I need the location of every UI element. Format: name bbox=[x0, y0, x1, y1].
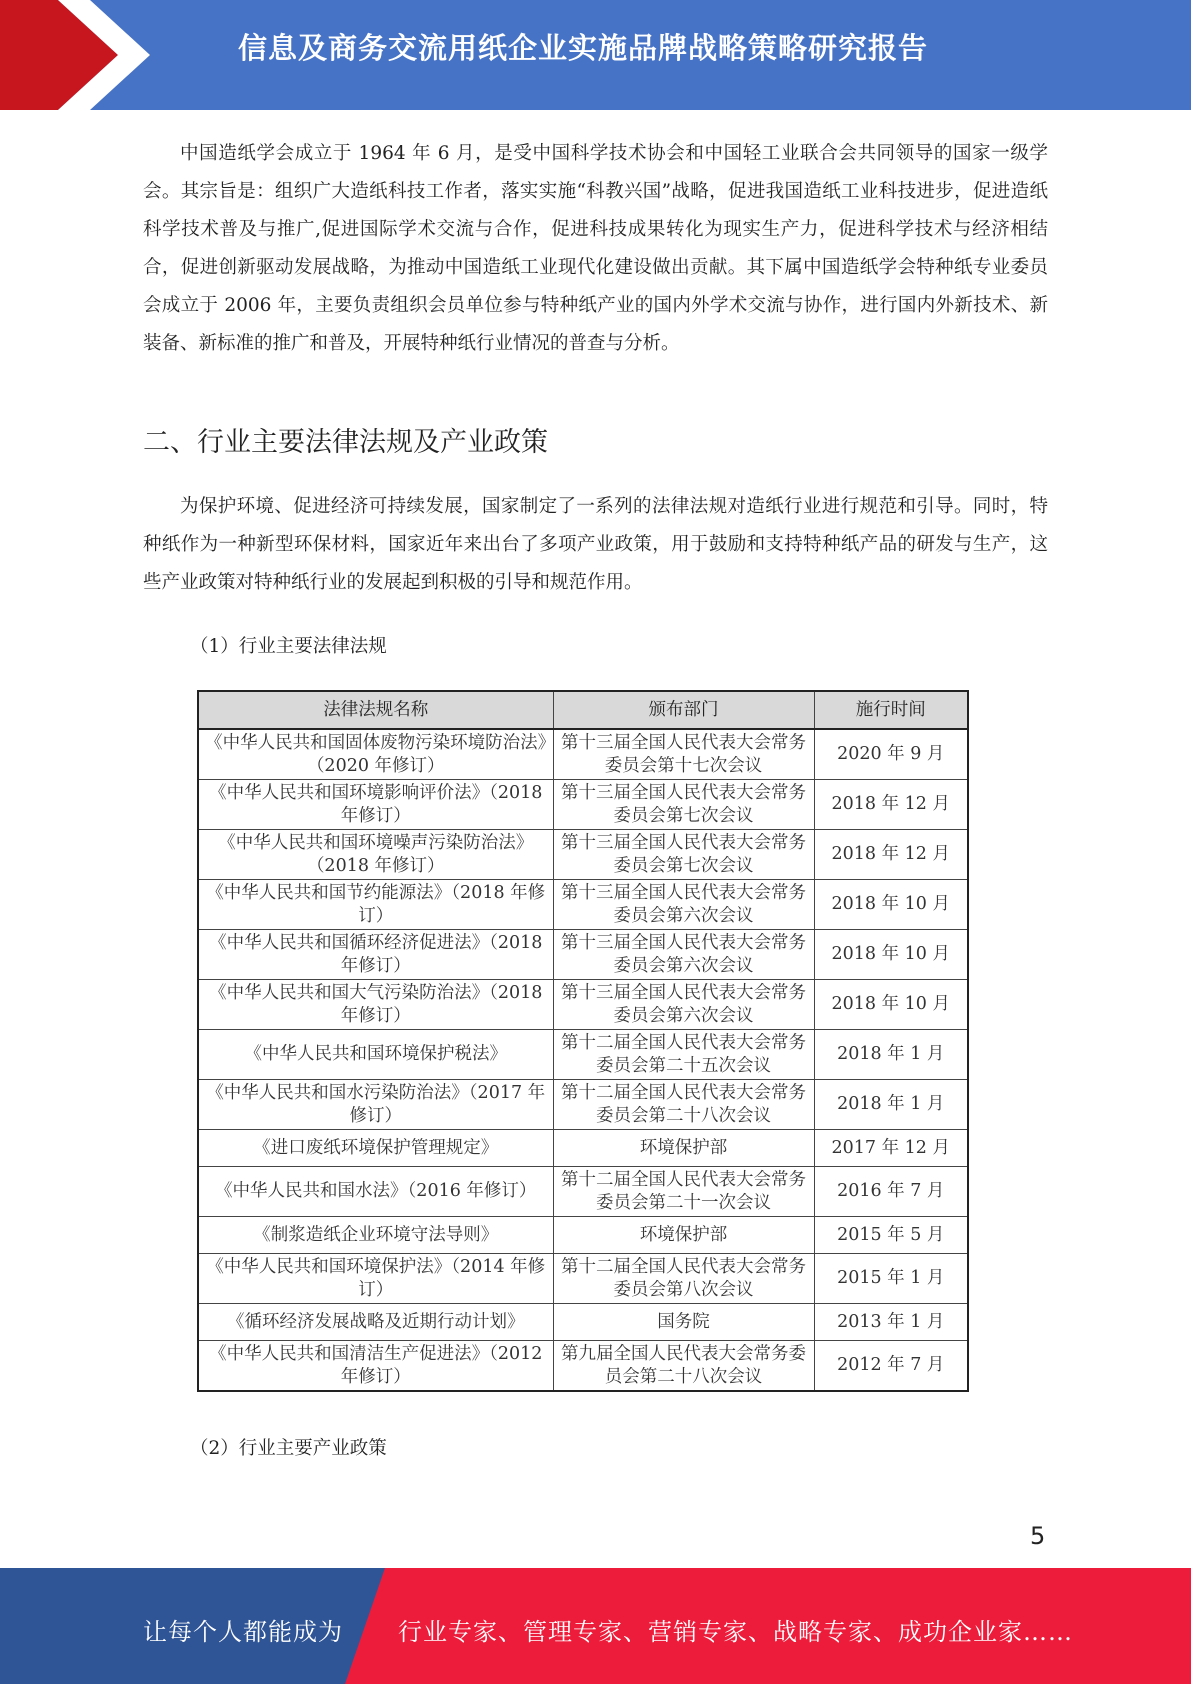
table-row bbox=[198, 1217, 968, 1254]
law-name: 《中华人民共和国环境影响评价法》（2018 年修订） bbox=[198, 780, 553, 830]
header-date: 施行时间 bbox=[814, 691, 968, 729]
intro-paragraph: 中国造纸学会成立于 1964 年 6 月，是受中国科学技术协会和中国轻工业联合会共同领导的国家一级学会。其宗旨是：组织广大造纸科技工作者，落实实施“科教兴国”战略，促进我国造纸工业科技进步，促进造纸科学技术普及与推广,促进国际学术交流与合作，促进科技成果转化为现实生产力，促进科学技术与经济相结合，促进创新驱动发展战略，为推动中国造纸工业现代化建设做出贡献。其下属中国造纸学会特种纸专业委员会成立于 2006 年，主要负责组织会员单位参与特种纸产业的国内外学术交流与协作，进行国内外新技术、新装备、新标准的推广和普及，开展特种纸行业情况的普查与分析。 bbox=[143, 143, 1048, 354]
header-name: 法律法规名称 bbox=[198, 691, 553, 729]
table-row bbox=[198, 1304, 968, 1341]
law-date: 2012 年 7 月 bbox=[814, 1341, 968, 1392]
table-row bbox=[198, 1130, 968, 1167]
table-row bbox=[198, 930, 968, 980]
law-dept: 环境保护部 bbox=[553, 1130, 814, 1167]
law-name: 《中华人民共和国节约能源法》（2018 年修订） bbox=[198, 880, 553, 930]
table-row bbox=[198, 880, 968, 930]
table-row bbox=[198, 1080, 968, 1130]
law-dept: 第十二届全国人民代表大会常务委员会第二十一次会议 bbox=[553, 1167, 814, 1217]
law-date: 2020 年 9 月 bbox=[814, 729, 968, 780]
law-date: 2018 年 12 月 bbox=[814, 830, 968, 880]
law-name: 《中华人民共和国固体废物污染环境防治法》（2020 年修订） bbox=[198, 729, 553, 780]
page-footer bbox=[0, 1568, 1191, 1684]
law-name: 《中华人民共和国环境保护法》（2014 年修订） bbox=[198, 1254, 553, 1304]
subhead-policies: （2）行业主要产业政策 bbox=[190, 1438, 387, 1459]
table-row bbox=[198, 830, 968, 880]
page-number: 5 bbox=[1030, 1522, 1046, 1550]
law-date: 2015 年 1 月 bbox=[814, 1254, 968, 1304]
law-name: 《进口废纸环境保护管理规定》 bbox=[198, 1130, 553, 1167]
footer-slogan-right: 行业专家、管理专家、营销专家、战略专家、成功企业家…… bbox=[398, 1618, 1073, 1646]
law-dept: 第十三届全国人民代表大会常务委员会第十七次会议 bbox=[553, 729, 814, 780]
law-name: 《中华人民共和国水污染防治法》（2017 年修订） bbox=[198, 1080, 553, 1130]
page-header bbox=[0, 0, 1191, 110]
law-dept: 第十三届全国人民代表大会常务委员会第七次会议 bbox=[553, 780, 814, 830]
law-name: 《制浆造纸企业环境守法导则》 bbox=[198, 1217, 553, 1254]
section-heading: 二、行业主要法律法规及产业政策 bbox=[143, 427, 548, 458]
law-dept: 国务院 bbox=[553, 1304, 814, 1341]
law-name: 《中华人民共和国水法》（2016 年修订） bbox=[198, 1167, 553, 1217]
law-name: 《中华人民共和国环境噪声污染防治法》（2018 年修订） bbox=[198, 830, 553, 880]
policy-paragraph: 为保护环境、促进经济可持续发展，国家制定了一系列的法律法规对造纸行业进行规范和引导。同时，特种纸作为一种新型环保材料，国家近年来出台了多项产业政策，用于鼓励和支持特种纸产品的研发与生产，这些产业政策对特种纸行业的发展起到积极的引导和规范作用。 bbox=[143, 496, 1048, 593]
table-row bbox=[198, 980, 968, 1030]
law-dept: 第十三届全国人民代表大会常务委员会第六次会议 bbox=[553, 880, 814, 930]
table-row bbox=[198, 729, 968, 780]
law-name: 《中华人民共和国大气污染防治法》（2018 年修订） bbox=[198, 980, 553, 1030]
law-name: 《循环经济发展战略及近期行动计划》 bbox=[198, 1304, 553, 1341]
table-row bbox=[198, 1254, 968, 1304]
footer-slogan-left: 让每个人都能成为 bbox=[143, 1618, 343, 1646]
law-dept: 第十三届全国人民代表大会常务委员会第六次会议 bbox=[553, 980, 814, 1030]
law-name: 《中华人民共和国清洁生产促进法》（2012 年修订） bbox=[198, 1341, 553, 1392]
law-dept: 环境保护部 bbox=[553, 1217, 814, 1254]
law-dept: 第十三届全国人民代表大会常务委员会第六次会议 bbox=[553, 930, 814, 980]
table-row bbox=[198, 1167, 968, 1217]
law-date: 2018 年 1 月 bbox=[814, 1030, 968, 1080]
subhead-laws: （1）行业主要法律法规 bbox=[190, 636, 387, 657]
table-row bbox=[198, 1341, 968, 1392]
law-date: 2018 年 1 月 bbox=[814, 1080, 968, 1130]
law-date: 2017 年 12 月 bbox=[814, 1130, 968, 1167]
law-date: 2013 年 1 月 bbox=[814, 1304, 968, 1341]
header-dept: 颁布部门 bbox=[553, 691, 814, 729]
law-date: 2018 年 10 月 bbox=[814, 880, 968, 930]
law-dept: 第十二届全国人民代表大会常务委员会第二十五次会议 bbox=[553, 1030, 814, 1080]
law-dept: 第九届全国人民代表大会常务委员会第二十八次会议 bbox=[553, 1341, 814, 1392]
law-date: 2016 年 7 月 bbox=[814, 1167, 968, 1217]
law-date: 2018 年 10 月 bbox=[814, 980, 968, 1030]
law-date: 2018 年 10 月 bbox=[814, 930, 968, 980]
law-table bbox=[197, 690, 969, 1392]
table-header-row bbox=[198, 691, 968, 729]
report-title: 信息及商务交流用纸企业实施品牌战略策略研究报告 bbox=[238, 31, 929, 65]
law-dept: 第十三届全国人民代表大会常务委员会第七次会议 bbox=[553, 830, 814, 880]
law-dept: 第十二届全国人民代表大会常务委员会第八次会议 bbox=[553, 1254, 814, 1304]
law-name: 《中华人民共和国循环经济促进法》（2018 年修订） bbox=[198, 930, 553, 980]
law-name: 《中华人民共和国环境保护税法》 bbox=[198, 1030, 553, 1080]
law-date: 2015 年 5 月 bbox=[814, 1217, 968, 1254]
table-row bbox=[198, 1030, 968, 1080]
law-dept: 第十二届全国人民代表大会常务委员会第二十八次会议 bbox=[553, 1080, 814, 1130]
law-date: 2018 年 12 月 bbox=[814, 780, 968, 830]
table-row bbox=[198, 780, 968, 830]
